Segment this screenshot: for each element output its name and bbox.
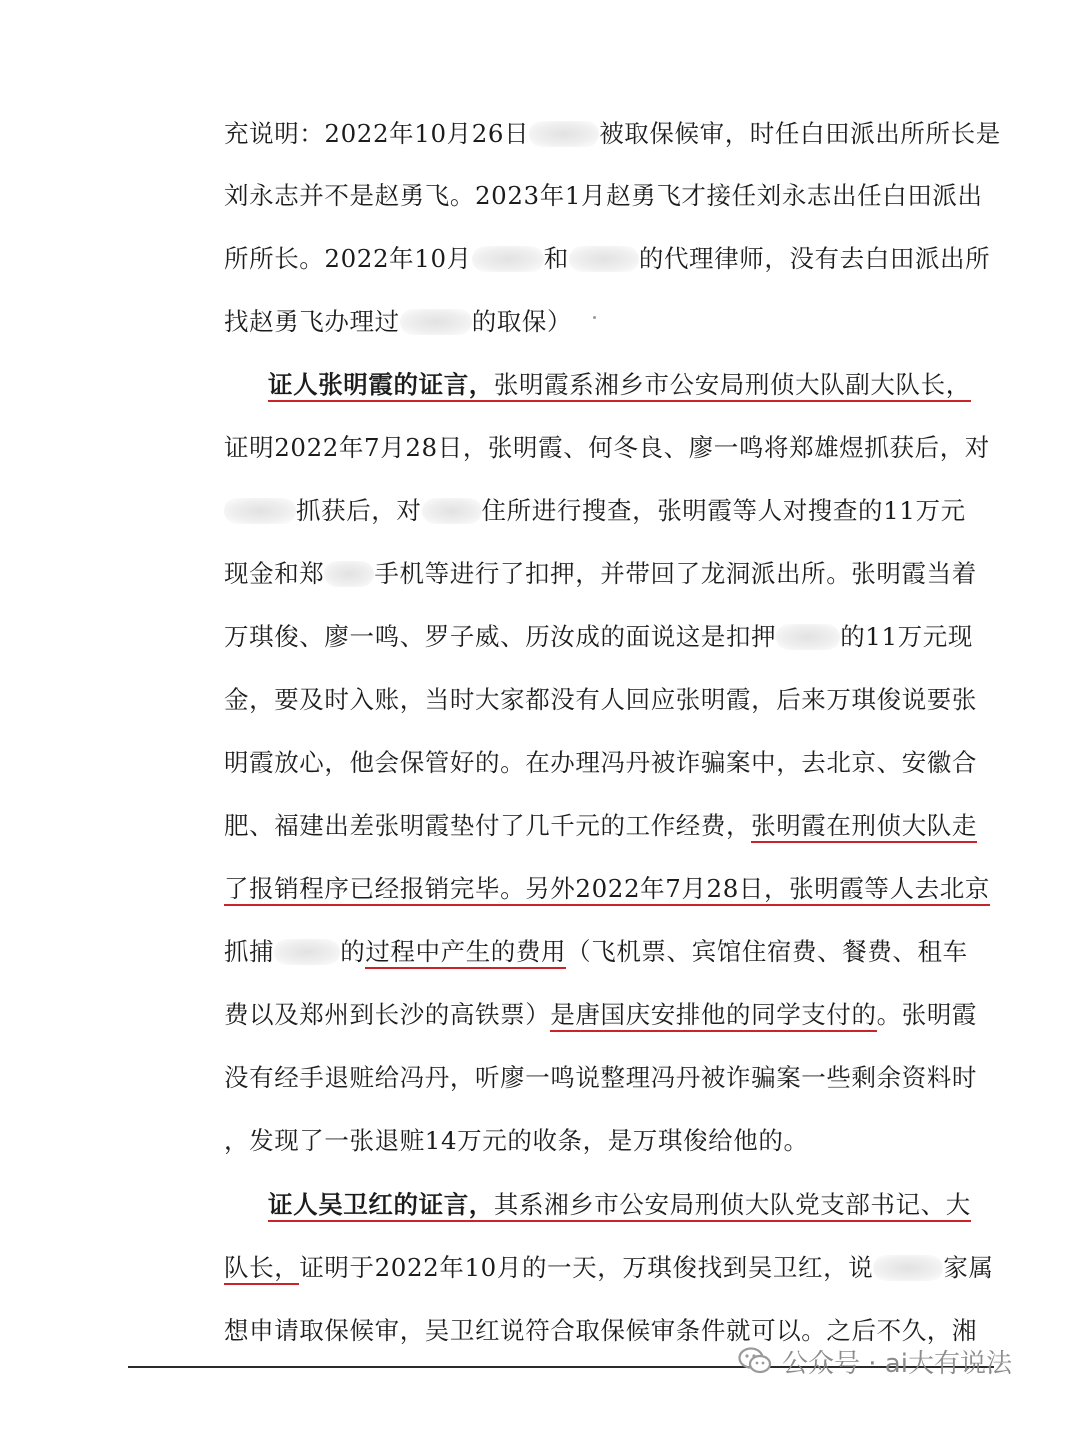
text-line [224,993,978,1037]
text-line [224,1119,924,1163]
text-segment: 证明2022年7月28日，张明霞、何冬良、廖一鸣将郑雄煜抓获后，对 [224,433,990,462]
redaction-blur [569,246,639,272]
text-segment: 抓捕 [224,937,275,966]
redaction-blur [529,121,599,147]
text-segment: 的代理律师，没有去白田派出所 [638,244,991,273]
text-segment: 想申请取保候审，吴卫红说符合取保候审条件就可以。之后不久，湘 [224,1316,977,1345]
text-segment: 找赵勇飞办理过 [224,307,400,336]
text-segment: 所所长。2022年10月 [224,244,472,273]
text-line [268,363,971,407]
text-segment: 的 [340,937,366,966]
scan-speck [593,316,596,319]
text-line [224,678,977,722]
text-line [224,174,983,218]
text-line [224,237,991,281]
text-segment: 现金和郑 [224,559,325,588]
watermark-text: 公众号 · ai大有说法 [782,1348,1012,1379]
text-segment: 和 [543,244,569,273]
underlined-text: 张明霞在刑侦大队走 [751,811,977,843]
text-line [224,426,990,470]
text-line [224,552,977,596]
text-segment: 充说明：2022年10月26日 [224,119,530,148]
underlined-text: 是唐国庆安排他的同学支付的 [550,1000,876,1032]
text-segment: 的取保） [471,307,573,336]
redaction-blur [400,309,472,335]
text-segment: （飞机票、宾馆住宿费、餐费、租车 [566,937,968,966]
underlined-text: 证人吴卫红的证言， [268,1190,494,1222]
wechat-icon [738,1347,772,1375]
text-segment: 明霞放心，他会保管好的。在办理冯丹被诈骗案中，去北京、安徽合 [224,748,977,777]
redaction-blur [873,1255,943,1281]
text-line [224,1246,994,1290]
redaction-blur [224,498,296,524]
text-line [224,867,990,911]
text-line [224,804,978,848]
text-segment: 手机等进行了扣押，并带回了龙洞派出所。张明霞当着 [374,559,977,588]
redaction-blur [776,624,840,650]
underlined-text: 张明霞系湘乡市公安局刑侦大队副大队长， [494,370,971,402]
underlined-text: 其系湘乡市公安局刑侦大队党支部书记、大 [494,1190,971,1222]
redaction-blur [324,561,374,587]
text-line [224,741,977,785]
text-segment: 住所进行搜查，张明霞等人对搜查的11万元 [481,496,966,525]
text-segment: 刘永志并不是赵勇飞。2023年1月赵勇飞才接任刘永志出任白田派出 [224,181,983,210]
underlined-text: 另外2022年7月28日，张明霞等人去北京 [525,874,990,906]
text-segment: 。张明霞 [876,1000,978,1029]
text-line [224,112,1001,156]
text-line [224,1056,977,1100]
underlined-text: 队长， [224,1253,299,1285]
text-segment: 金，要及时入账，当时大家都没有人回应张明霞，后来万琪俊说要张 [224,685,977,714]
text-line [268,1183,971,1227]
underlined-text: 证人张明霞的证言， [268,370,494,402]
text-segment: 的11万元现 [840,622,973,651]
redaction-blur [422,498,482,524]
redaction-blur [472,246,544,272]
text-segment: 肥、福建出差张明霞垫付了几千元的工作经费， [224,811,752,840]
text-segment: 没有经手退赃给冯丹，听廖一鸣说整理冯丹被诈骗案一些剩余资料时 [224,1063,977,1092]
text-segment: 被取保候审，时任白田派出所所长是 [599,119,1001,148]
underlined-text: 过程中产生的费用 [365,937,566,969]
redaction-blur [274,939,340,965]
text-line [224,930,968,974]
text-segment: 家属 [943,1253,994,1282]
text-line [224,489,966,533]
text-segment: ，发现了一张退赃14万元的收条，是万琪俊给他的。 [224,1126,809,1155]
text-segment: 万琪俊、廖一鸣、罗子威、历汝成的面说这是扣押 [224,622,777,651]
text-segment: 抓获后，对 [296,496,422,525]
text-line [224,300,924,344]
watermark [738,1336,1012,1386]
text-line [224,615,973,659]
text-segment: 证明于2022年10月的一天，万琪俊找到吴卫红，说 [299,1253,874,1282]
underlined-text: 了报销程序已经报销完毕。 [224,874,525,906]
text-segment: 费以及郑州到长沙的高铁票） [224,1000,551,1029]
